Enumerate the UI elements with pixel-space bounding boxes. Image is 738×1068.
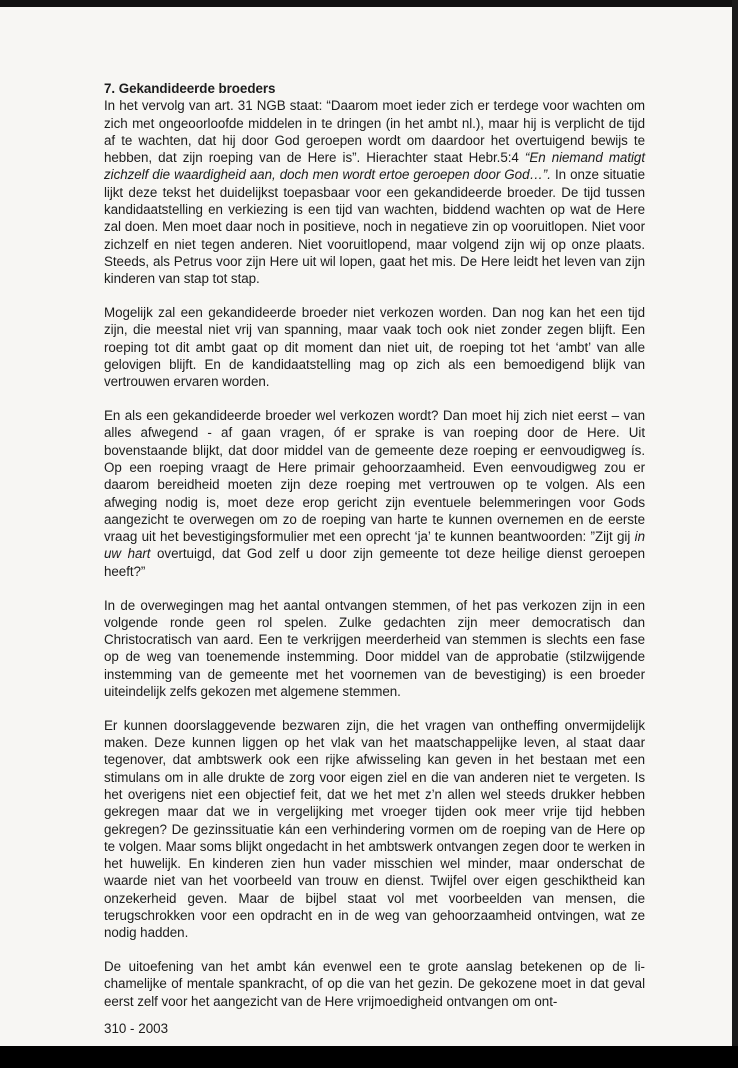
paragraph-text: In de overwegingen mag het aantal ontvangen stemmen, of het pas verkozen zijn in een volgende ronde geen rol spelen. Zulke gedachten zijn meer democratisch dan Christocratisch van aard. Een te verkrijgen meerderheid van stemmen is slechts een fase op de weg van toenemende instemming. Door middel van de approbatie (stilzwijgende instemming van de gemeente met het voornemen van de bevestiging) is een broeder uiteindelijk zelfs gekozen met algemene stemmen. <box>104 597 645 699</box>
scan-edge-top <box>0 0 738 7</box>
paragraph-text: overtuigd, dat God zelf u door zijn gemeente tot deze heilige dienst geroepen heeft?” <box>104 546 645 579</box>
paragraph-text: In onze situatie lijkt deze tekst het duidelijkst toepasbaar voor een gekandideerde broeder. De tijd tussen kandidaatstelling en verkiezing is een tijd van wachten, biddend wachten op wat de Here zal doen. Men moet daar noch in positieve, noch in negatieve zin op vooruitlopen. Niet voor zichzelf en niet tegen anderen. Niet vooruitlopend, maar volgend zijn wij op onze plaats. Steeds, als Petrus voor zijn Here uit wil lopen, gaat het mis. De Here leidt het leven van zijn kinderen van stap tot stap. <box>104 167 645 287</box>
paragraph-text: Mogelijk zal een gekandideerde broeder niet verkozen worden. Dan nog kan het een tijd zijn, die meestal niet vrij van spanning, maar vaak toch ook niet zonder zegen blijft. Een roeping tot dit ambt gaat op dit moment dan niet uit, de roeping tot het ‘ambt’ van alle gelovigen blijft. En de kandidaatstelling mag op zich als een bemoedigend blijk van vertrouwen ervaren worden. <box>104 305 645 390</box>
paragraph-quote: “En niemand matigt zichzelf die waardigheid aan, doch men wordt ertoe geroepen door God…”. <box>104 150 645 183</box>
paragraph <box>104 97 645 287</box>
paragraph <box>104 304 645 390</box>
paragraph-text: Er kunnen doorslaggevende bezwaren zijn, die het vragen van ontheffing onvermijdelijk maken. Deze kunnen liggen op het vlak van het maatschappelijke leven, al staat daar tegenover, dat ambtswerk ook een rijke afwisseling kan geven in het bestaan met een stimulans om in alle drukte de zorg voor eigen ziel en die van anderen niet te vergeten. Is het overigens niet een objectief feit, dat we het met z’n allen wel steeds drukker hebben gekregen maar dat we in vergelijking met vroeger tijden ook meer vrije tijd hebben gekregen? De gezinssituatie kán een verhindering vormen om de roeping van de Here op te volgen. Maar soms blijkt ongedacht in het ambtswerk ontvangen zegen door te werken in het huwelijk. En kinderen zien hun vader misschien wel minder, maar onderschat de waarde niet van het voorbeeld van trouw en dienst. Twijfel over eigen geschiktheid kan onzekerheid geven. Maar de bijbel staat vol met voorbeelden van mensen, die terugschrokken voor een opdracht en in de weg van gehoorzaamheid ontvingen, wat ze nodig hadden. <box>104 717 645 941</box>
paragraph-text: De uitoefening van het ambt kán evenwel een te grote aanslag betekenen op de lichamelijke of mentale spankracht, of op die van het gezin. De gekozene moet in dat geval eerst zelf voor het aangezicht van de Here vrijmoedigheid ontvangen om ont- <box>104 959 645 1009</box>
paragraph <box>104 407 645 580</box>
paragraph-text: In het vervolg van art. 31 NGB staat: “Daarom moet ieder zich er terdege voor wachten om zich met ongeoorloofde middelen in te dringen (in het ambt nl.), maar hij is verplicht de tijd af te wachten, dat hij door God geroepen wordt om daardoor het overtuigend bewijs te hebben, dat zijn roeping van de Here is”. Hierachter staat Hebr.5:4 <box>104 98 645 166</box>
page-body <box>104 80 645 1027</box>
paragraph <box>104 597 645 701</box>
scan-edge-bottom <box>0 1046 738 1068</box>
paragraph-emphasis: in uw hart <box>104 529 645 562</box>
section-heading: 7. Gekandideerde broeders <box>104 81 276 96</box>
page-number: 310 - 2003 <box>104 1021 169 1036</box>
paragraph-text: En als een gekandideerde broeder wel verkozen wordt? Dan moet hij zich niet eerst – van alles afwegend - af gaan vragen, óf er sprake is van roeping door de Here. Uit bovenstaande blijkt, dat door middel van de gemeente deze roeping er eenvoudigweg ís. Op een roeping vraagt de Here primair gehoorzaamheid. Even eenvoudigweg zou er daarom bereidheid moeten zijn deze roeping met vertrouwen op te volgen. Als een afweging nodig is, moet deze erop gericht zijn eventuele belemmeringen voor Gods aangezicht te overwegen om zo de roeping van harte te kunnen overnemen en de eerste vraag uit het bevestigingsformulier met een oprecht ‘ja’ te kunnen beantwoorden: ”Zijt gij <box>104 408 645 545</box>
paragraph <box>104 958 645 1010</box>
paragraph <box>104 717 645 942</box>
scan-edge-right <box>732 0 738 1068</box>
